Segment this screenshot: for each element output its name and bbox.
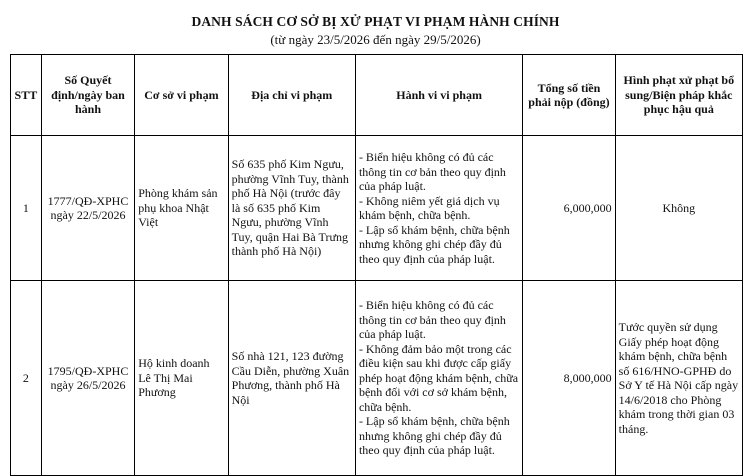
violation-item: - Biển hiệu không có đủ các thông tin cơ bản theo quy định của pháp luật.: [358, 150, 506, 193]
cell-stt: 1: [11, 136, 42, 281]
violation-item: - Lập sổ khám bệnh, chữa bệnh nhưng không ghi chép đầy đủ theo quy định của pháp luật.: [358, 414, 510, 458]
violation-item: - Không niêm yết giá dịch vụ khám bệnh, chữa bệnh.: [358, 193, 500, 222]
violations-table: [10, 54, 743, 476]
header-violations: Hành vi vi phạm: [355, 55, 522, 136]
header-stt: STT: [11, 55, 42, 136]
header-decision: Số Quyết định/ngày ban hành: [41, 55, 134, 136]
header-penalty: Hình phạt xử phạt bổ sung/Biện pháp khắc phục hậu quả: [615, 55, 742, 136]
violation-item: - Không đảm bảo một trong các điều kiện sau khi được cấp giấy phép hoạt động khám bệnh, chữa bệnh đối với cơ sở khám bệnh, chữa bệnh.: [358, 341, 519, 414]
header-facility: Cơ sở vi phạm: [135, 55, 228, 136]
violation-item: - Biển hiệu không có đủ các thông tin cơ bản theo quy định của pháp luật.: [358, 298, 506, 342]
cell-fine: 6,000,000: [523, 136, 615, 281]
document-subtitle: (từ ngày 23/5/2026 đến ngày 29/5/2026): [270, 32, 481, 47]
document-title: DANH SÁCH CƠ SỞ BỊ XỬ PHẠT VI PHẠM HÀNH CHÍNH: [191, 14, 560, 29]
cell-address: Số nhà 121, 123 đường Cầu Diễn, phường Xuân Phương, thành phố Hà Nội: [228, 281, 355, 476]
cell-decision: 1777/QĐ-XPHC ngày 22/5/2026: [41, 136, 134, 281]
cell-facility: Phòng khám sản phụ khoa Nhật Việt: [135, 136, 228, 281]
header-address: Địa chỉ vi phạm: [228, 55, 355, 136]
table-row: [11, 281, 743, 476]
cell-stt: 2: [11, 281, 42, 476]
header-fine: Tổng số tiền phải nộp (đồng): [523, 55, 615, 136]
cell-decision: 1795/QĐ-XPHC ngày 26/5/2026: [41, 281, 134, 476]
cell-fine: 8,000,000: [523, 281, 615, 476]
cell-violations: [355, 136, 522, 281]
table-row: [11, 136, 743, 281]
cell-penalty: Không: [615, 136, 742, 281]
cell-penalty: Tước quyền sử dụng Giấy phép hoạt động khám bệnh, chữa bệnh số 616/HNO-GPHĐ do Sở Y tế Hà Nội cấp ngày 14/6/2018 cho Phòng khám trong thời gian 03 tháng.: [615, 281, 742, 476]
cell-violations: [355, 281, 522, 476]
cell-facility: Hộ kinh doanh Lê Thị Mai Phương: [135, 281, 228, 476]
cell-address: Số 635 phố Kim Ngưu, phường Vĩnh Tuy, thành phố Hà Nội (trước đây là số 635 phố Kim Ngưu, phường Vĩnh Tuy, quận Hai Bà Trưng thành phố Hà Nội): [228, 136, 355, 281]
violation-item: - Lập sổ khám bệnh, chữa bệnh nhưng không ghi chép đầy đủ theo quy định của pháp luật.: [358, 222, 510, 266]
table-header-row: [11, 55, 743, 136]
